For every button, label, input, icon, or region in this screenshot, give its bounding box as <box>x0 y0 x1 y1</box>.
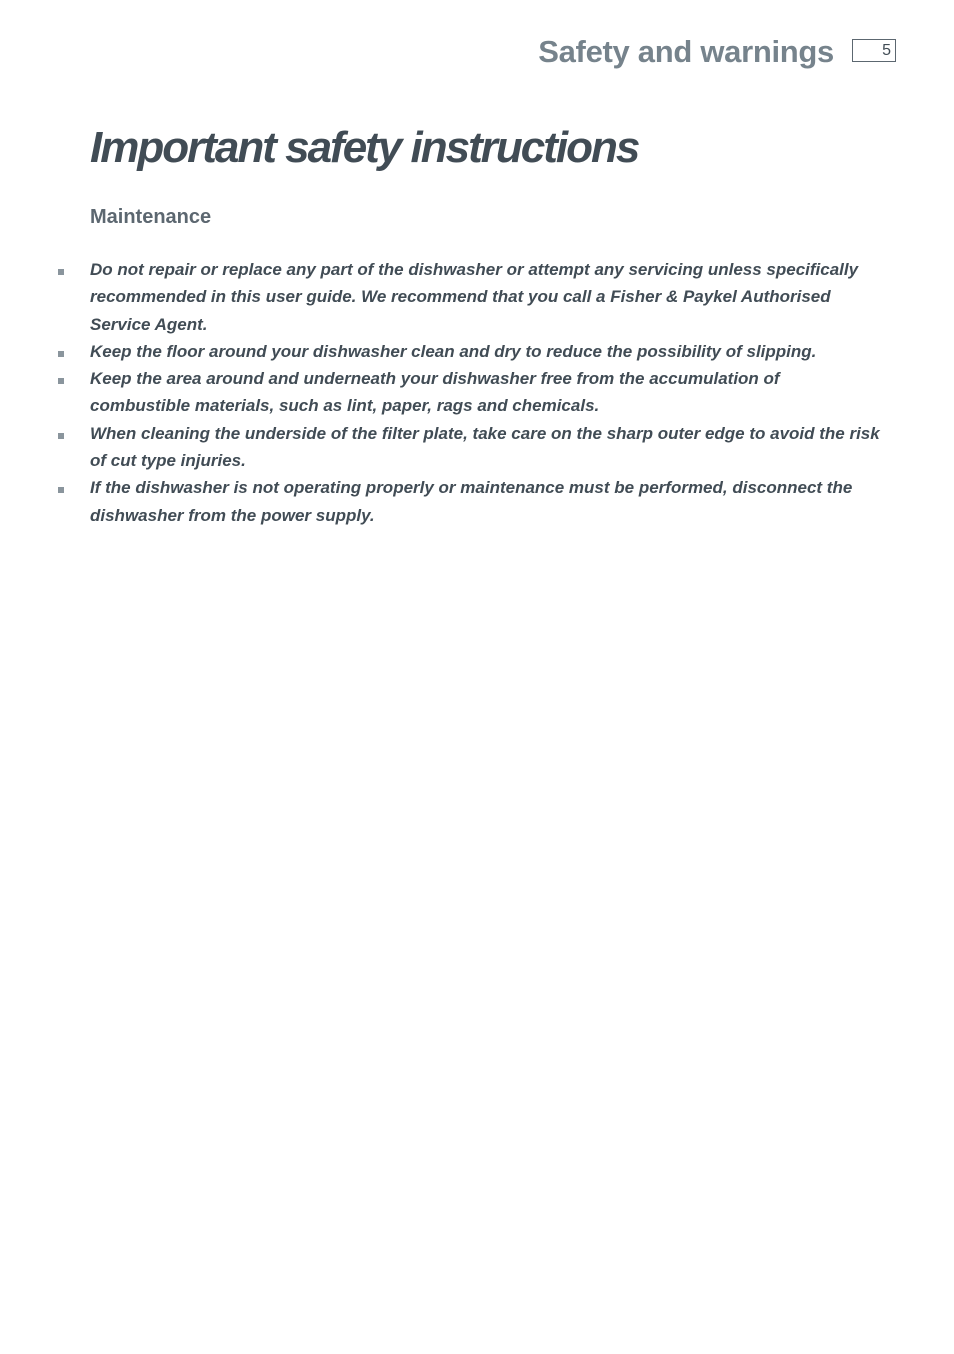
maintenance-list <box>90 256 880 529</box>
maintenance-heading: Maintenance <box>90 206 212 228</box>
square-bullet-icon <box>58 378 64 384</box>
list-item-text: Keep the floor around your dishwasher clean and dry to reduce the possibility of slipping. <box>90 341 817 361</box>
page-number: 5 <box>852 39 896 62</box>
square-bullet-icon <box>58 433 64 439</box>
running-header <box>538 32 896 72</box>
list-item <box>90 338 880 365</box>
list-item-text: If the dishwasher is not operating properly or maintenance must be performed, disconnect the dishwasher from the power supply. <box>90 478 853 525</box>
list-item <box>90 365 880 420</box>
list-item <box>90 256 880 338</box>
list-item-text: Keep the area around and underneath your dishwasher free from the accumulation of combustible materials, such as lint, paper, rags and chemicals. <box>90 369 780 416</box>
list-item <box>90 420 880 475</box>
list-item-text: When cleaning the underside of the filter plate, take care on the sharp outer edge to avoid the risk of cut type injuries. <box>90 423 880 471</box>
square-bullet-icon <box>58 351 64 357</box>
page-title: Important safety instructions <box>90 123 639 172</box>
list-item-text: Do not repair or replace any part of the dishwasher or attempt any servicing unless specifically recommended in this user guide. We recommend that you call a Fisher & Paykel Authorised Service Agent. <box>90 260 859 334</box>
square-bullet-icon <box>58 269 64 275</box>
square-bullet-icon <box>58 487 64 493</box>
section-title: Safety and warnings <box>538 34 834 69</box>
list-item <box>90 474 880 529</box>
